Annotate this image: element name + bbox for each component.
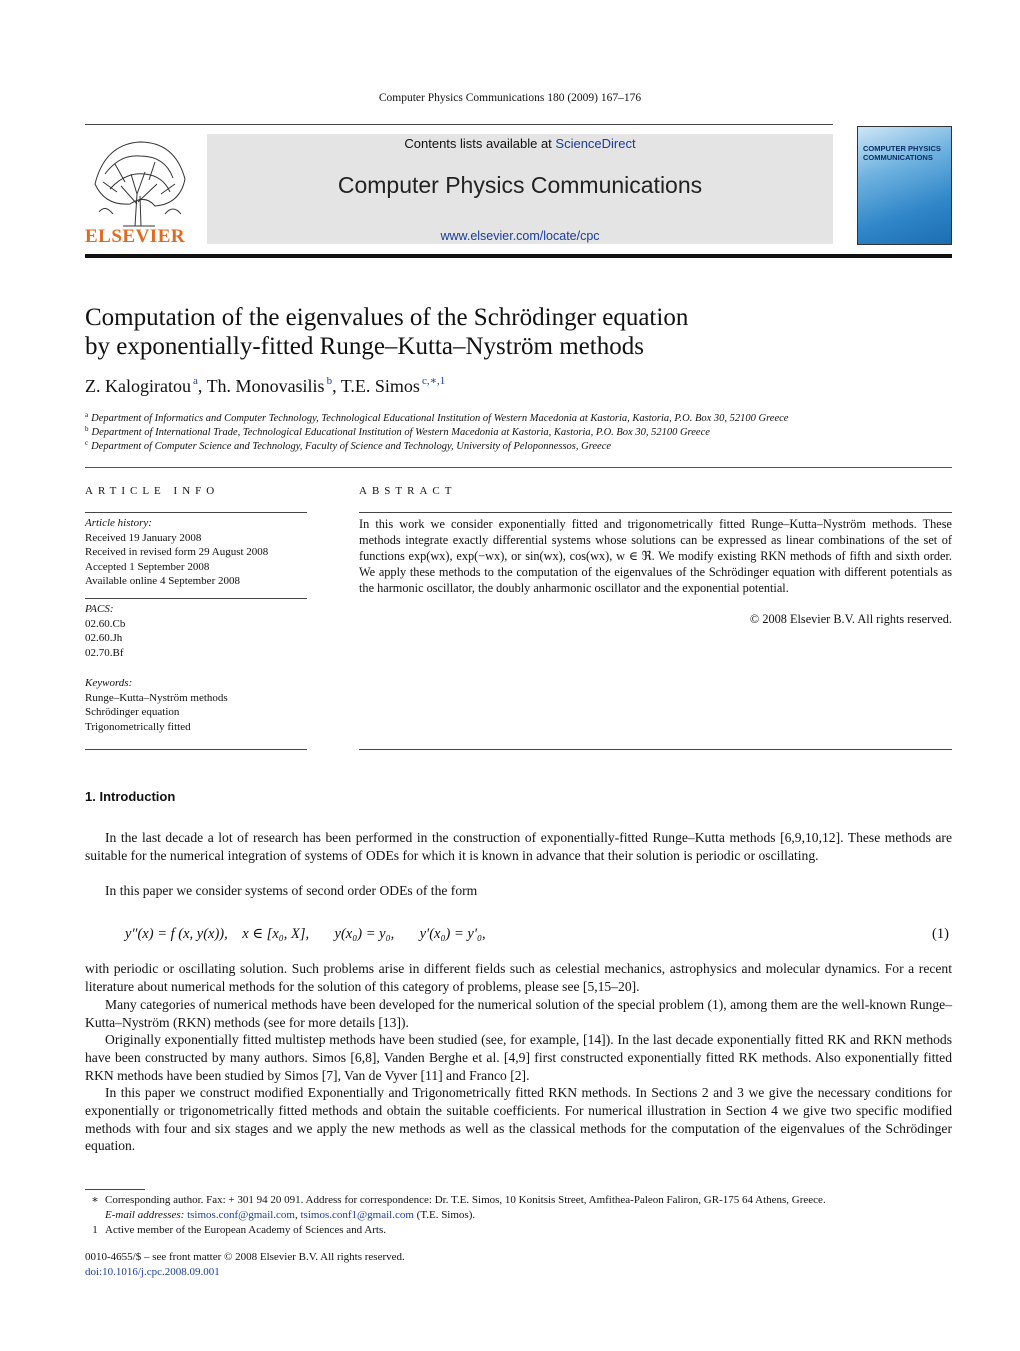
masthead-top-rule: [85, 124, 833, 125]
email-label: E-mail addresses:: [105, 1209, 185, 1221]
contents-line: [207, 136, 833, 151]
title-line: by exponentially-fitted Runge–Kutta–Nyström methods: [85, 333, 644, 360]
author-affil-mark[interactable]: c,∗,1: [421, 375, 446, 387]
email-link[interactable]: tsimos.conf1@gmail.com: [300, 1209, 414, 1221]
cover-title-line: COMPUTER PHYSICS: [863, 144, 941, 153]
article-info-rule: [85, 598, 307, 599]
cover-title-line: COMMUNICATIONS: [863, 153, 933, 162]
author-separator: ,: [332, 376, 337, 396]
affiliation-text: Department of Informatics and Computer Technology, Technological Educational Institution of Western Macedonia at Kastoria, Kastoria, P.O. Box 30, 52100 Greece: [91, 413, 789, 424]
abstract-bottom-rule: [359, 749, 952, 750]
pacs-label: PACS:: [85, 603, 114, 615]
article-info-heading: ARTICLE INFO: [85, 485, 220, 497]
sciencedirect-link[interactable]: ScienceDirect: [555, 136, 636, 151]
footnote-rule: [85, 1189, 145, 1190]
front-matter-rule: [85, 467, 952, 468]
author-name: Z. Kalogiratou: [85, 376, 191, 396]
email-link[interactable]: tsimos.conf@gmail.com: [187, 1209, 295, 1221]
keyword: Schrödinger equation: [85, 706, 180, 718]
article-info-bottom-rule: [85, 749, 307, 750]
pacs-code: 02.70.Bf: [85, 646, 124, 659]
abstract-copyright: © 2008 Elsevier B.V. All rights reserved.: [749, 612, 952, 626]
journal-cover-title: [863, 144, 949, 162]
history-item: Received 19 January 2008: [85, 531, 202, 544]
footnote-mark: ∗: [91, 1194, 99, 1206]
abstract-rule: [359, 512, 952, 513]
issn-line: 0010-4655/$ – see front matter © 2008 Elsevier B.V. All rights reserved.: [85, 1251, 405, 1263]
body-paragraph: Many categories of numerical methods have been developed for the numerical solution of the special problem (1), among them are the well-known Runge–Kutta–Nyström (RKN) methods (see for more details [13]).: [85, 997, 952, 1030]
keyword: Runge–Kutta–Nyström methods: [85, 691, 228, 704]
affiliation: [85, 425, 710, 438]
body-paragraph: Originally exponentially fitted multistep methods have been studied (see, for example, [14]). In the last decade exponentially fitted RK and RKN methods have been constructed by many authors. Simos [6,8], Vanden Berghe et al. [4,9] first constructed exponentially fitted RK methods. Also exponentially fitted RKN methods have been studied by Simos [7], Van de Vyver [11] and Franco [2].: [85, 1032, 952, 1083]
keyword: Trigonometrically fitted: [85, 720, 191, 733]
body-paragraph: In the last decade a lot of research has been performed in the construction of exponentially-fitted Runge–Kutta methods [6,9,10,12]. These methods are suitable for the numerical integration of systems of ODEs for which it is known in advance that their solution is periodic or oscillating.: [85, 830, 952, 863]
equation-1: y″(x) = f (x, y(x)), x ∈ [x₀, X], y(x₀) = y₀, y′(x₀) = y′₀,: [125, 926, 486, 942]
keywords-block: [85, 676, 228, 734]
email-separator: ,: [295, 1209, 301, 1221]
affiliation: [85, 411, 788, 424]
journal-url-link[interactable]: www.elsevier.com/locate/cpc: [440, 229, 600, 243]
article-info-rule: [85, 512, 307, 513]
affiliation-text: Department of International Trade, Technological Educational Institution of Western Macedonia at Kastoria, Kastoria, P.O. Box 30, 52100 Greece: [91, 427, 710, 438]
abstract-heading: ABSTRACT: [359, 485, 457, 497]
affiliation-mark: c: [85, 439, 89, 447]
masthead-bottom-rule: [85, 254, 952, 258]
affiliation-mark: a: [85, 411, 89, 419]
history-label: Article history:: [85, 517, 152, 529]
affiliation-mark: b: [85, 425, 89, 433]
title-line: Computation of the eigenvalues of the Schrödinger equation: [85, 304, 689, 331]
author-name: T.E. Simos: [340, 376, 420, 396]
footnote-text: Corresponding author. Fax: + 301 94 20 091. Address for correspondence: Dr. T.E. Simos, 10 Konitsis Street, Amfithea-Paleon Faliron, GR-175 64 Athens, Greece.: [105, 1194, 826, 1206]
email-tail: (T.E. Simos).: [413, 1209, 476, 1221]
footnote-mark: 1: [92, 1224, 98, 1236]
affiliation: [85, 439, 611, 452]
history-item: Available online 4 September 2008: [85, 575, 240, 587]
pacs-code: 02.60.Cb: [85, 617, 126, 630]
keywords-label: Keywords:: [85, 677, 133, 689]
author-list: [85, 374, 445, 397]
affiliation-text: Department of Computer Science and Technology, Faculty of Science and Technology, University of Peloponnessos, Greece: [91, 441, 612, 452]
running-head: Computer Physics Communications 180 (2009) 167–176: [378, 92, 642, 104]
doi-link[interactable]: doi:10.1016/j.cpc.2008.09.001: [85, 1266, 220, 1278]
contents-prefix: Contents lists available at: [404, 136, 556, 151]
footnote-text: Active member of the European Academy of Sciences and Arts.: [105, 1224, 387, 1236]
elsevier-wordmark: ELSEVIER: [85, 226, 186, 247]
article-title: [85, 303, 945, 361]
history-item: Received in revised form 29 August 2008: [85, 546, 269, 558]
history-item: Accepted 1 September 2008: [85, 560, 210, 573]
section-heading: 1. Introduction: [85, 789, 176, 804]
equation-number: (1): [932, 926, 949, 942]
email-footnote: [105, 1208, 475, 1223]
author-separator: ,: [197, 376, 203, 396]
author-affil-mark[interactable]: a: [192, 375, 198, 387]
journal-name: Computer Physics Communications: [337, 172, 703, 198]
author-affil-mark[interactable]: b: [326, 375, 333, 387]
article-history: [85, 516, 268, 589]
member-footnote: [85, 1223, 386, 1238]
pacs-block: [85, 602, 125, 660]
body-paragraph: with periodic or oscillating solution. Such problems arise in different fields such as celestial mechanics, astrophysics and molecular dynamics. For a recent literature about numerical methods for the solution of this category of problems, please see [5,15–20].: [85, 961, 952, 994]
abstract-text: In this work we consider exponentially fitted and trigonometrically fitted Runge–Kutta–Nyström methods. These methods integrate exactly differential systems whose solutions can be expressed as linear combinations of the set of functions exp(wx), exp(−wx), or sin(wx), cos(wx), w ∈ ℜ. We modify existing RKN methods of fifth and sixth order. We apply these methods to the computation of the eigenvalues of the Schrödinger equation with different potentials as the harmonic oscillator, the doubly anharmonic oscillator and the exponential potential.: [359, 517, 952, 595]
pacs-code: 02.60.Jh: [85, 632, 123, 644]
author-name: Th. Monovasilis: [206, 376, 325, 396]
corresponding-footnote: [85, 1193, 826, 1208]
body-paragraph: In this paper we construct modified Exponentially and Trigonometrically fitted RKN methods. In Sections 2 and 3 we give the necessary conditions for exponentially or trigonometrically fitted methods and obtain the suitable coefficients. For numerical illustration in Section 4 we give two specific modified methods with four and six stages and we apply the new methods as well as the classical methods for the computation of the eigenvalues of the Schrödinger equation.: [85, 1085, 952, 1154]
body-paragraph: In this paper we consider systems of second order ODEs of the form: [105, 883, 478, 898]
